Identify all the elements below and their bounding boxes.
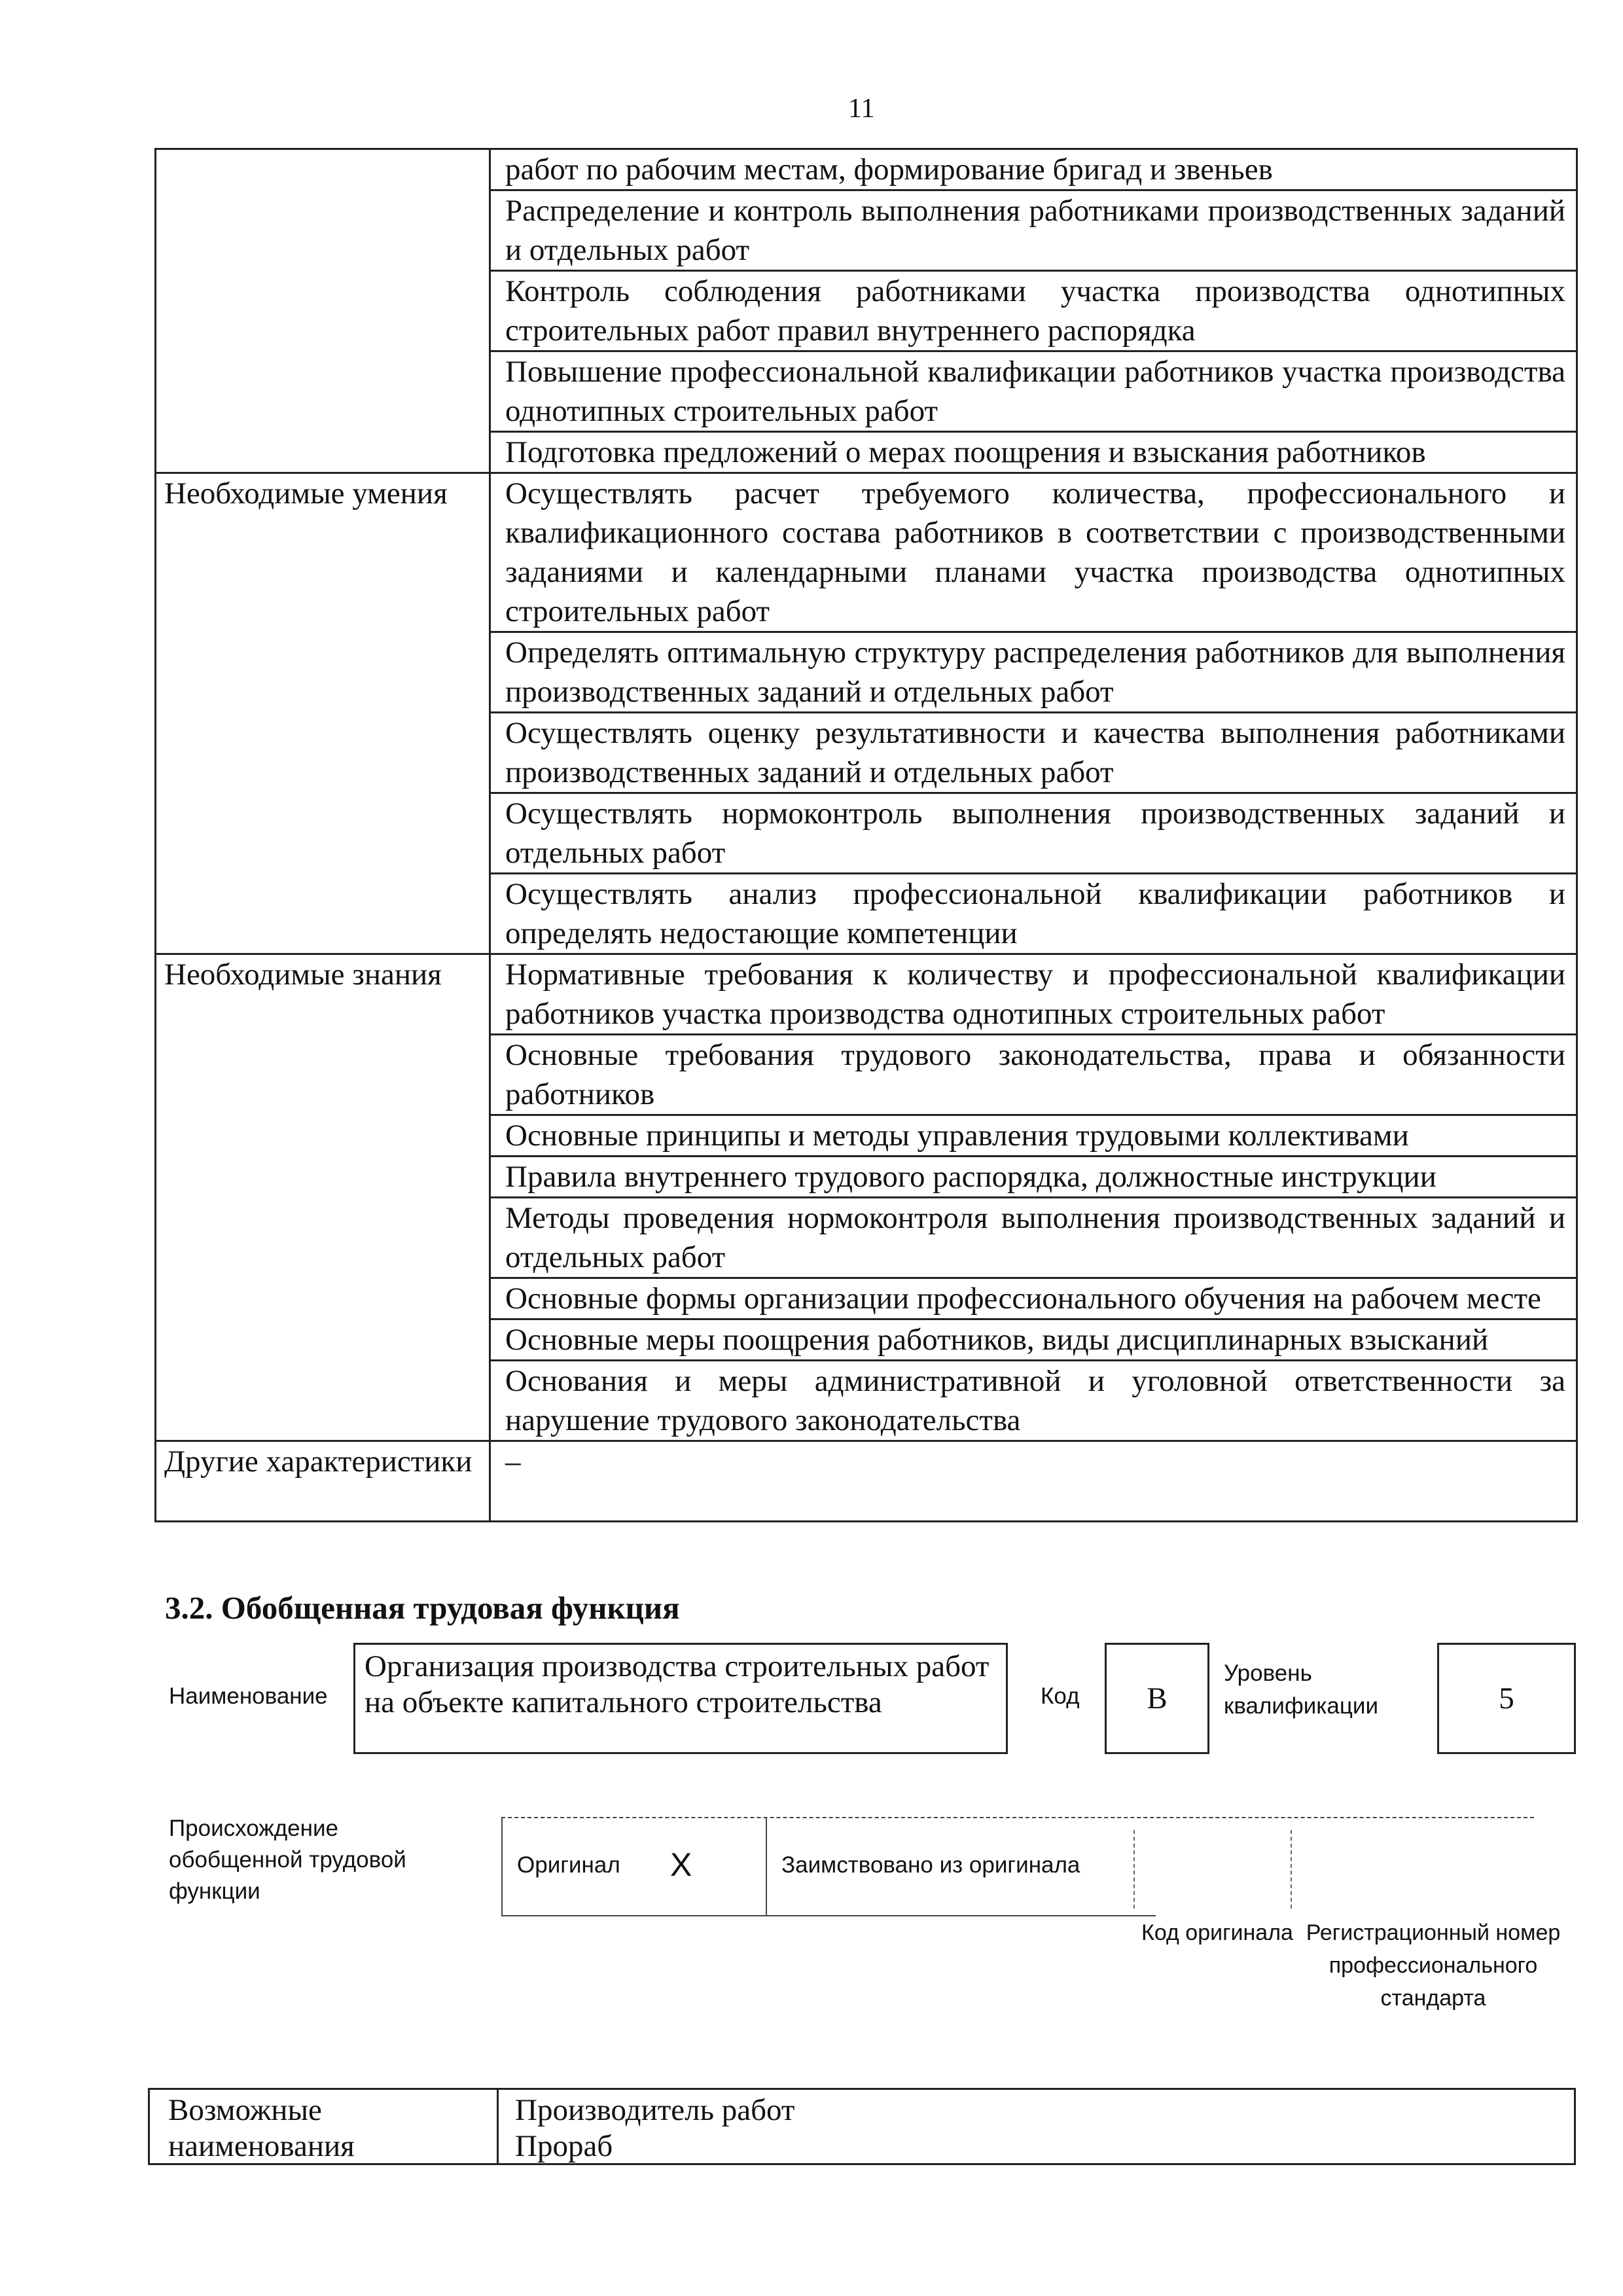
list-item: Осуществлять нормоконтроль выполнения производственных заданий и отдельных работ bbox=[491, 794, 1576, 874]
origin-label: Происхождение обобщенной трудовой функции bbox=[169, 1816, 406, 1904]
list-item: Основные принципы и методы управления трудовыми коллективами bbox=[491, 1116, 1576, 1157]
position-item: Производитель работ bbox=[515, 2093, 795, 2127]
function-name-box: Организация производства строительных работ на объекте капитального строительства bbox=[353, 1643, 1008, 1754]
code-original-caption: Код оригинала bbox=[1141, 1920, 1293, 1945]
list-item: Нормативные требования к количеству и профессиональной квалификации работников участка производства однотипных строительных работ bbox=[491, 955, 1576, 1035]
position-item: Прораб bbox=[515, 2129, 613, 2163]
table-row bbox=[156, 1441, 1577, 1522]
code-label: Код bbox=[1041, 1683, 1080, 1709]
name-label: Наименование bbox=[169, 1683, 328, 1709]
positions-label: Возможные наименования bbox=[168, 2093, 355, 2163]
list-item: Основные формы организации профессионального обучения на рабочем месте bbox=[491, 1279, 1576, 1320]
list-item: Правила внутреннего трудового распорядка, должностные инструкции bbox=[491, 1157, 1576, 1198]
list-item: Подготовка предложений о мерах поощрения и взыскания работников bbox=[505, 435, 1426, 469]
list-item: Методы проведения нормоконтроля выполнения производственных заданий и отдельных работ bbox=[491, 1198, 1576, 1279]
borrowed-label: Заимствовано из оригинала bbox=[781, 1852, 1080, 1878]
row-label-other: Другие характеристики bbox=[156, 1441, 490, 1522]
positions-table bbox=[148, 2088, 1576, 2165]
page-number: 11 bbox=[848, 94, 875, 124]
list-item: Основные меры поощрения работников, виды дисциплинарных взысканий bbox=[491, 1320, 1576, 1361]
table-row bbox=[156, 149, 1577, 473]
list-item: Повышение профессиональной квалификации работников участка производства однотипных строительных работ bbox=[491, 352, 1576, 433]
list-item: Основания и меры административной и уголовной ответственности за нарушение трудового законодательства bbox=[505, 1364, 1565, 1437]
list-item: Основные требования трудового законодательства, права и обязанности работников bbox=[491, 1035, 1576, 1116]
level-box bbox=[1437, 1643, 1576, 1754]
list-item: работ по рабочим местам, формирование бригад и звеньев bbox=[491, 150, 1576, 191]
list-item: Контроль соблюдения работниками участка производства однотипных строительных работ правил внутреннего распорядка bbox=[491, 272, 1576, 352]
row-label bbox=[156, 149, 490, 473]
section-title: 3.2. Обобщенная трудовая функция bbox=[165, 1590, 680, 1626]
labor-function-table bbox=[154, 148, 1578, 1522]
code-box bbox=[1105, 1643, 1209, 1754]
list-item: Распределение и контроль выполнения работниками производственных заданий и отдельных работ bbox=[491, 191, 1576, 272]
original-mark: X bbox=[670, 1846, 692, 1883]
level-label: Уровень квалификации bbox=[1224, 1660, 1378, 1719]
list-item: – bbox=[505, 1444, 521, 1479]
level-value: 5 bbox=[1499, 1681, 1514, 1715]
row-label-knowledge: Необходимые знания bbox=[156, 954, 490, 1441]
list-item: Осуществлять расчет требуемого количества, профессионального и квалификационного состава работников в соответствии с производственными заданиями и календарными планами участка производства однотипных строительных работ bbox=[491, 474, 1576, 633]
table-row bbox=[156, 473, 1577, 954]
original-label: Оригинал bbox=[517, 1852, 620, 1878]
list-item: Осуществлять оценку результативности и качества выполнения работниками производственных заданий и отдельных работ bbox=[491, 713, 1576, 794]
code-value: B bbox=[1147, 1681, 1168, 1715]
list-item: Осуществлять анализ профессиональной квалификации работников и определять недостающие компетенции bbox=[505, 877, 1565, 950]
table-row bbox=[156, 954, 1577, 1441]
reg-number-caption: Регистрационный номер профессионального стандарта bbox=[1306, 1920, 1561, 2011]
row-label-skills: Необходимые умения bbox=[156, 473, 490, 954]
list-item: Определять оптимальную структуру распределения работников для выполнения производственных заданий и отдельных работ bbox=[491, 633, 1576, 713]
